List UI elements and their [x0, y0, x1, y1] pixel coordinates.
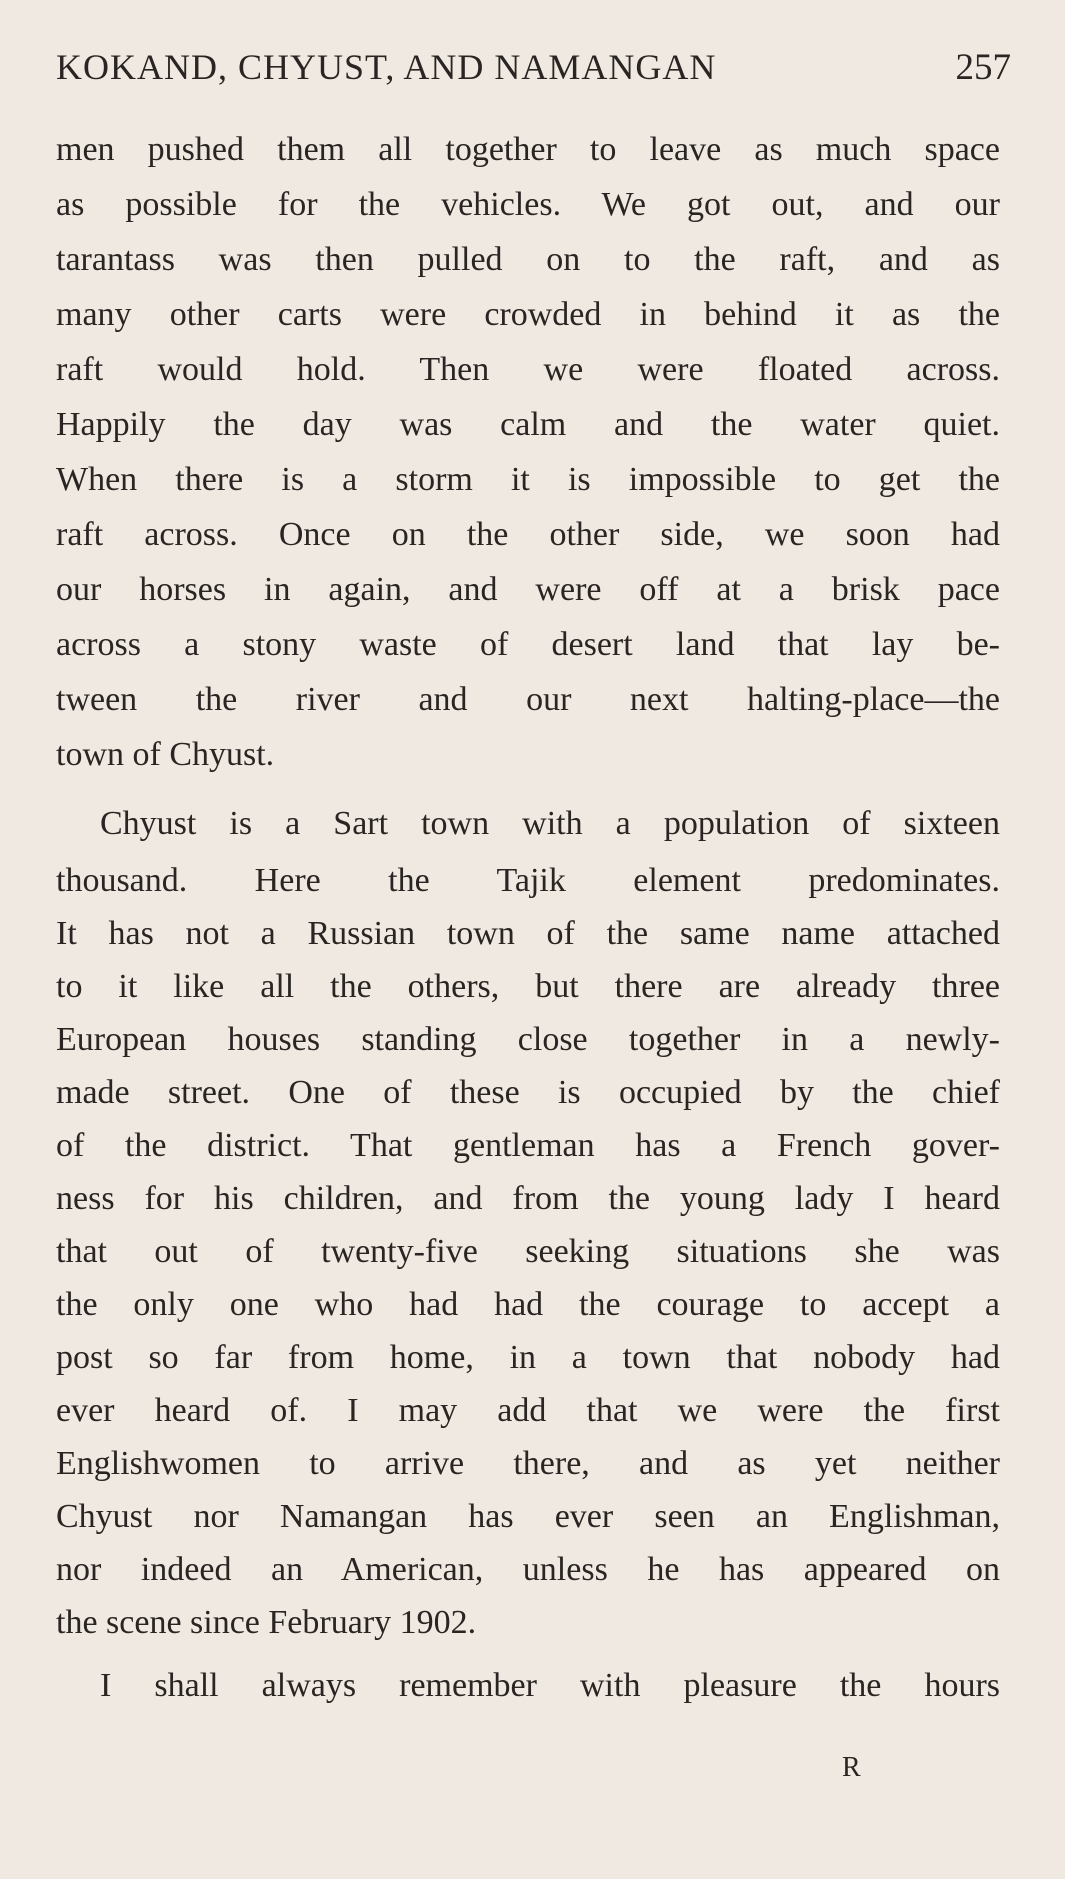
text-line: Happily the day was calm and the water quiet.	[56, 406, 1000, 443]
text-line: Englishwomen to arrive there, and as yet neither	[56, 1445, 1000, 1482]
text-line: many other carts were crowded in behind it as the	[56, 296, 1000, 333]
text-line: ness for his children, and from the young lady I heard	[56, 1180, 1000, 1217]
text-line: that out of twenty-five seeking situations she was	[56, 1233, 1000, 1270]
text-line: as possible for the vehicles. We got out, and our	[56, 186, 1000, 223]
text-line: our horses in again, and were off at a brisk pace	[56, 571, 1000, 608]
text-line: Chyust nor Namangan has ever seen an Englishman,	[56, 1498, 1000, 1535]
text-line: across a stony waste of desert land that lay be-	[56, 626, 1000, 663]
text-line: of the district. That gentleman has a French gover-	[56, 1127, 1000, 1164]
text-line: raft would hold. Then we were floated across.	[56, 351, 1000, 388]
text-line: European houses standing close together in a newly-	[56, 1021, 1000, 1058]
running-head	[56, 46, 1011, 96]
text-line: I shall always remember with pleasure the hours	[100, 1667, 1000, 1704]
text-line: raft across. Once on the other side, we soon had	[56, 516, 1000, 553]
text-line: When there is a storm it is impossible to get the	[56, 461, 1000, 498]
text-line: made street. One of these is occupied by the chief	[56, 1074, 1000, 1111]
text-line: the scene since February 1902.	[56, 1604, 477, 1641]
text-line: It has not a Russian town of the same name attached	[56, 915, 1000, 952]
text-line: tarantass was then pulled on to the raft, and as	[56, 241, 1000, 278]
text-line: ever heard of. I may add that we were the first	[56, 1392, 1000, 1429]
text-line: the only one who had had the courage to accept a	[56, 1286, 1000, 1323]
text-line: Chyust is a Sart town with a population of sixteen	[100, 805, 1000, 842]
text-line: town of Chyust.	[56, 736, 275, 773]
text-line: thousand. Here the Tajik element predominates.	[56, 862, 1000, 899]
signature-mark: R	[842, 1752, 862, 1783]
text-line: nor indeed an American, unless he has appeared on	[56, 1551, 1000, 1588]
running-title: KOKAND, CHYUST, AND NAMANGAN	[56, 47, 717, 87]
text-line: to it like all the others, but there are already three	[56, 968, 1000, 1005]
text-line: post so far from home, in a town that nobody had	[56, 1339, 1000, 1376]
text-line: men pushed them all together to leave as much space	[56, 131, 1000, 168]
text-line: tween the river and our next halting-place—the	[56, 681, 1000, 718]
page-number: 257	[955, 47, 1011, 88]
